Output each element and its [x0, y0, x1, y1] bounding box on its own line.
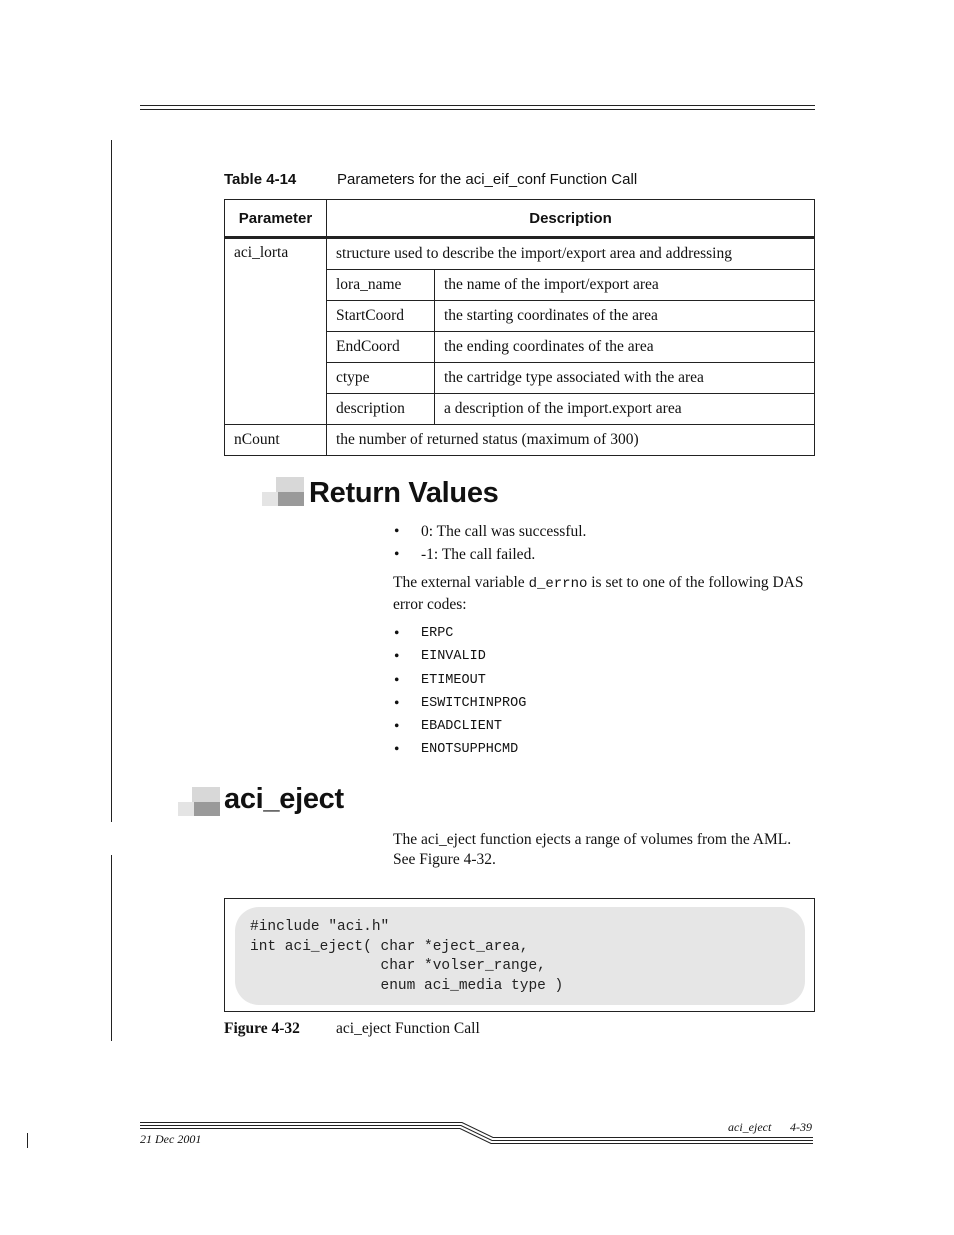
param-cell: nCount: [225, 425, 327, 456]
table-row: [225, 425, 815, 456]
field-cell: description: [327, 394, 435, 425]
return-values-heading: Return Values: [309, 477, 499, 509]
table-caption-label: Table 4-14: [224, 171, 297, 188]
list-item: • ERPC: [394, 622, 526, 645]
figure-caption-label: Figure 4-32: [224, 1020, 300, 1037]
description-cell: the number of returned status (maximum of 300): [327, 425, 815, 456]
table-row: [225, 238, 815, 270]
bullet-icon: •: [394, 523, 400, 540]
description-cell: the name of the import/export area: [435, 270, 815, 301]
list-item: • ENOTSUPPHCMD: [394, 738, 526, 761]
bullet-icon: •: [394, 648, 400, 666]
header-rule-top: [140, 105, 815, 106]
field-cell: EndCoord: [327, 332, 435, 363]
heading-marker-icon: [262, 477, 304, 506]
return-values-list: [394, 520, 586, 566]
bullet-icon: •: [394, 718, 400, 736]
column-header-description: Description: [327, 200, 815, 238]
errno-variable: d_errno: [528, 576, 588, 592]
footer-date: 21 Dec 2001: [140, 1132, 202, 1146]
change-bar-lower: [111, 855, 112, 1041]
table-caption-text: Parameters for the aci_eif_conf Function Call: [337, 171, 638, 188]
field-cell: lora_name: [327, 270, 435, 301]
table-header-row: [225, 200, 815, 238]
heading-marker-icon: [178, 787, 220, 816]
description-cell: the starting coordinates of the area: [435, 301, 815, 332]
footer-page-number: 4-39: [790, 1120, 812, 1134]
bullet-icon: •: [394, 741, 400, 759]
field-cell: StartCoord: [327, 301, 435, 332]
bullet-icon: •: [394, 694, 400, 712]
bullet-icon: •: [394, 625, 400, 642]
list-item: • -1: The call failed.: [394, 543, 586, 566]
bullet-icon: •: [394, 671, 400, 689]
aci-eject-heading: aci_eject: [224, 783, 344, 815]
change-bar-upper: [111, 140, 112, 822]
header-rule-bottom: [140, 109, 815, 110]
description-cell: the ending coordinates of the area: [435, 332, 815, 363]
description-cell: a description of the import.export area: [435, 394, 815, 425]
description-cell: structure used to describe the import/export area and addressing: [327, 238, 815, 270]
figure-caption-text: aci_eject Function Call: [336, 1020, 480, 1037]
aci-eject-description: The aci_eject function ejects a range of volumes from the AML. See Figure 4-32.: [393, 831, 792, 868]
error-codes-list: [394, 622, 526, 762]
list-item: • 0: The call was successful.: [394, 520, 586, 543]
field-cell: ctype: [327, 363, 435, 394]
code-listing: #include "aci.h" int aci_eject( char *eject_area, char *volser_range, enum aci_media type ): [250, 919, 564, 994]
parameters-table: [224, 199, 815, 456]
footer-section-name: aci_eject: [728, 1120, 772, 1134]
list-item: • ESWITCHINPROG: [394, 692, 526, 715]
list-item: • EBADCLIENT: [394, 715, 526, 738]
code-figure-frame: [224, 898, 815, 1012]
list-item: • EINVALID: [394, 645, 526, 668]
column-header-parameter: Parameter: [225, 200, 327, 238]
code-block: [235, 907, 805, 1005]
param-cell: aci_lorta: [225, 238, 327, 425]
description-cell: the cartridge type associated with the area: [435, 363, 815, 394]
bullet-icon: •: [394, 546, 400, 563]
list-item: • ETIMEOUT: [394, 669, 526, 692]
footer-change-bar: [27, 1133, 28, 1148]
error-variable-paragraph: The external variable d_errno is set to one of the following DAS error codes:: [393, 574, 804, 613]
